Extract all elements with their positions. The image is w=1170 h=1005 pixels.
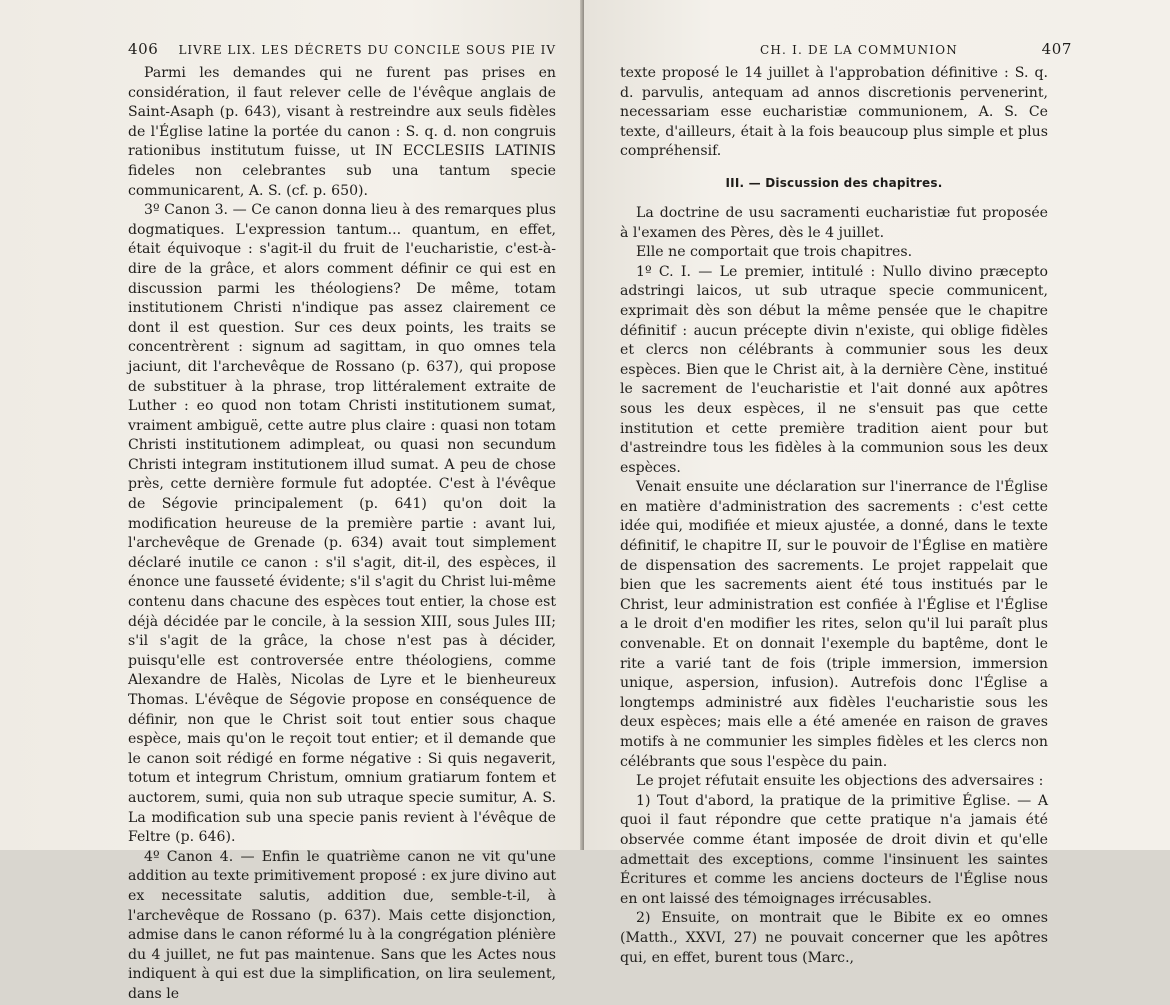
left-paragraph: 4º Canon 4. — Enfin le quatrième canon ne vit qu'une addition au texte primitivement proposé : ex jure divino aut ex necessitate salutis, addition due, semble-t-il, à l'archevêque de Rossano (p. 637). Mais cette disjonction, admise dans le canon réformé lu à la congrégation plénière du 4 juillet, ne fut pas maintenue. Sans que les Actes nous indiquent à qui est due la simplification, on lira seulement, dans le	[128, 848, 556, 1002]
section-heading: III. — Discussion des chapitres.	[725, 175, 943, 190]
left-running-head-text: LIVRE LIX. LES DÉCRETS DU CONCILE SOUS PIE IV	[178, 43, 556, 57]
left-page-number: 406	[128, 40, 159, 58]
right-running-head	[620, 40, 1072, 58]
right-paragraph: La doctrine de usu sacramenti eucharistiæ fut proposée à l'examen des Pères, dès le 4 juillet.	[620, 204, 1048, 241]
right-page-number: 407	[1041, 40, 1072, 58]
left-page-body	[128, 64, 556, 1005]
right-paragraph: texte proposé le 14 juillet à l'approbation définitive : S. q. d. parvulis, antequam ad annos discretionis pervenerint, necessariam esse eucharistiæ communionem, A. S. Ce texte, d'ailleurs, était à la fois beaucoup plus simple et plus compréhensif.	[620, 65, 1048, 160]
right-paragraph: 1º C. I. — Le premier, intitulé : Nullo divino præcepto adstringi laicos, ut sub utraque specie communicent, exprimait dès son début la même pensée que le chapitre définitif : aucun précepte divin n'existe, qui oblige fidèles et clercs non célébrants à communier sous les deux espèces. Bien que le Christ ait, à la dernière Cène, institué le sacrement de l'eucharistie et l'ait donné aux apôtres sous les deux espèces, il ne s'ensuit pas que cette institution et cette première tradition aient pour but d'astreindre tous les fidèles à la communion sous les deux espèces.	[620, 263, 1048, 476]
right-paragraph: 1) Tout d'abord, la pratique de la primitive Église. — A quoi il faut répondre que cette pratique n'a jamais été observée comme étant imposée de droit divin et qu'elle admettait des exceptions, comme l'insinuent les saintes Écritures et comme les anciens docteurs de l'Église nous en ont laissé des témoignages irrécusables.	[620, 792, 1048, 907]
left-paragraph: 3º Canon 3. — Ce canon donna lieu à des remarques plus dogmatiques. L'expression tantum... quantum, en effet, était équivoque : s'agit-il du fruit de l'eucharistie, c'est-à-dire de la grâce, et alors comment définir ce qui est en discussion parmi les théologiens? De même, totam institutionem Christi n'indique pas assez clairement ce dont il est question. Sur ces deux points, les traits se concentrèrent : signum ad sagittam, in quo omnes tela jaciunt, dit l'archevêque de Rossano (p. 637), qui propose de substituer à la phrase, trop littéralement extraite de Luther : eo quod non totam Christi institutionem sumat, vraiment ambiguë, cette autre plus claire : quasi non totam Christi institutionem adimpleat, ou quasi non secundum Christi integram institutionem illud sumat. A peu de chose près, cette dernière formule fut adoptée. C'est à l'évêque de Ségovie principalement (p. 641) qu'on doit la modification heureuse de la première partie : avant lui, l'archevêque de Grenade (p. 634) avait tout simplement déclaré inutile ce canon : s'il s'agit, dit-il, des espèces, il énonce une fausseté évidente; s'il s'agit du Christ lui-même contenu dans chacune des espèces tout entier, la chose est déjà décidée par le concile, à la session XIII, sous Jules III; s'il s'agit de la grâce, la chose n'est pas à décider, puisqu'elle est controversée entre théologiens, comme Alexandre de Halès, Nicolas de Lyre et le bienheureux Thomas. L'évêque de Ségovie propose en conséquence de définir, non que le Christ soit tout entier sous chaque espèce, mais qu'on le reçoit tout entier; et il demande que le canon soit rédigé en forme négative : Si quis negaverit, totum et integrum Christum, omnium gratiarum fontem et auctorem, sumi, quia non sub utraque specie sumitur, A. S. La modification sub una specie panis revient à l'évêque de Feltre (p. 646).	[128, 202, 556, 846]
left-page	[0, 0, 584, 1002]
right-paragraph: Le projet réfutait ensuite les objections des adversaires :	[636, 773, 1044, 790]
right-page	[584, 0, 1170, 966]
right-running-head-text: CH. I. DE LA COMMUNION	[760, 43, 958, 57]
right-paragraph: Elle ne comportait que trois chapitres.	[636, 244, 913, 261]
left-paragraph: Parmi les demandes qui ne furent pas prises en considération, il faut relever celle de l'évêque anglais de Saint-Asaph (p. 643), visant à restreindre aux seuls fidèles de l'Église latine la portée du canon : S. q. d. non congruis rationibus institutum fuisse, ut IN ECCLESIIS LATINIS fideles non celebrantes sub una tantum specie communicarent, A. S. (cf. p. 650).	[128, 65, 556, 199]
right-page-body	[620, 64, 1048, 968]
left-running-head	[128, 40, 558, 58]
right-paragraph: 2) Ensuite, on montrait que le Bibite ex eo omnes (Matth., XXVI, 27) ne pouvait concerner que les apôtres qui, en effet, burent tous (Marc.,	[620, 910, 1048, 966]
right-paragraph: Venait ensuite une déclaration sur l'inerrance de l'Église en matière d'administration des sacrements : c'est cette idée qui, modifiée et mieux ajustée, a donné, dans le texte définitif, le chapitre II, sur le pouvoir de l'Église en matière de dispensation des sacrements. Le projet rappelait que bien que les sacrements aient été tous institués par le Christ, leur administration est confiée à l'Église et l'Église a le droit d'en modifier les rites, selon qu'il lui paraît plus convenable. Et on donnait l'exemple du baptême, dont le rite a varié tant de fois (triple immersion, immersion unique, aspersion, infusion). Autrefois donc l'Église a longtemps administré aux fidèles l'eucharistie sous les deux espèces; mais elle a été amenée en raison de graves motifs à ne communier les simples fidèles et les clercs non célébrants que sous l'espèce du pain.	[620, 479, 1048, 770]
